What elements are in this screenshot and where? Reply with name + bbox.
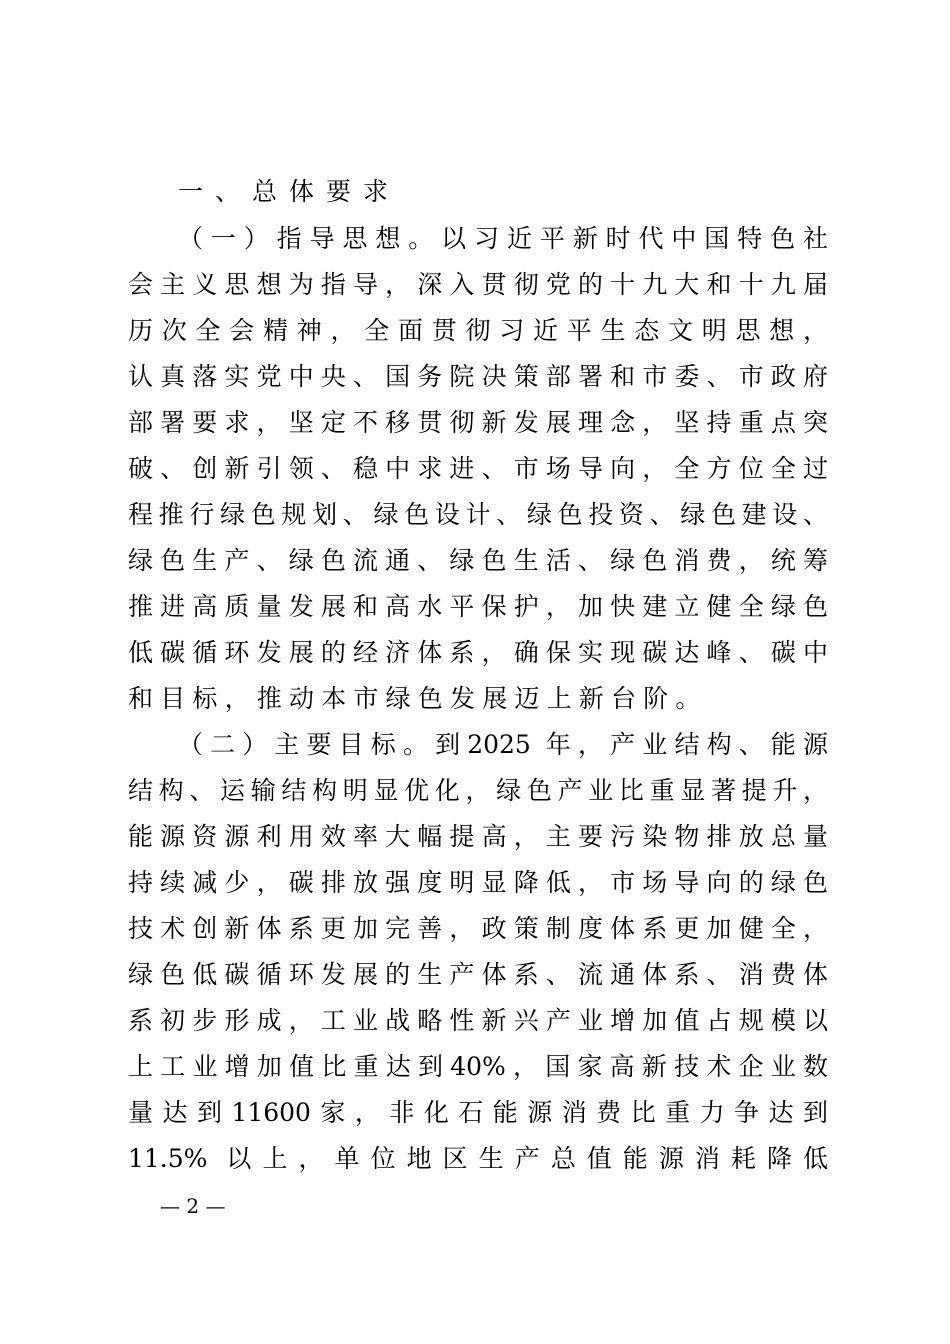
paragraph-line: 程推行绿色规划、绿色设计、绿色投资、绿色建设、 — [128, 500, 828, 529]
paragraph-line: 绿色生产、绿色流通、绿色生活、绿色消费，统筹 — [128, 546, 828, 575]
paragraph-line: 能源资源利用效率大幅提高，主要污染物排放总量 — [128, 822, 828, 851]
paragraph-line: 破、创新引领、稳中求进、市场导向，全方位全过 — [128, 454, 828, 483]
paragraph-line: 推进高质量发展和高水平保护，加快建立健全绿色 — [128, 592, 828, 621]
paragraph-line: 量达到11600家，非化石能源消费比重力争达到 — [128, 1098, 828, 1127]
paragraph-line: 和目标，推动本市绿色发展迈上新台阶。 — [128, 684, 708, 713]
paragraph-line: 低碳循环发展的经济体系，确保实现碳达峰、碳中 — [128, 638, 828, 667]
paragraph-line: （一）指导思想。以习近平新时代中国特色社 — [178, 224, 828, 253]
paragraph-line: 绿色低碳循环发展的生产体系、流通体系、消费体 — [128, 960, 828, 989]
paragraph-line: 上工业增加值比重达到40%，国家高新技术企业数 — [128, 1052, 828, 1081]
paragraph-line: 部署要求，坚定不移贯彻新发展理念，坚持重点突 — [128, 408, 828, 437]
paragraph-line: 持续减少，碳排放强度明显降低，市场导向的绿色 — [128, 868, 828, 897]
paragraph-line: 历次全会精神，全面贯彻习近平生态文明思想， — [128, 316, 828, 345]
paragraph-line: （二）主要目标。到2025 年，产业结构、能源 — [178, 730, 828, 759]
section-heading: 一、总体要求 — [178, 177, 401, 206]
page-number: — 2 — — [160, 1194, 226, 1218]
paragraph-line: 会主义思想为指导，深入贯彻党的十九大和十九届 — [128, 270, 828, 299]
paragraph-line: 认真落实党中央、国务院决策部署和市委、市政府 — [128, 362, 828, 391]
paragraph-line: 11.5% 以上，单位地区生产总值能源消耗降低 — [128, 1144, 828, 1173]
paragraph-line: 技术创新体系更加完善，政策制度体系更加健全， — [128, 914, 828, 943]
paragraph-line: 系初步形成，工业战略性新兴产业增加值占规模以 — [128, 1006, 828, 1035]
paragraph-line: 结构、运输结构明显优化，绿色产业比重显著提升， — [128, 776, 828, 805]
